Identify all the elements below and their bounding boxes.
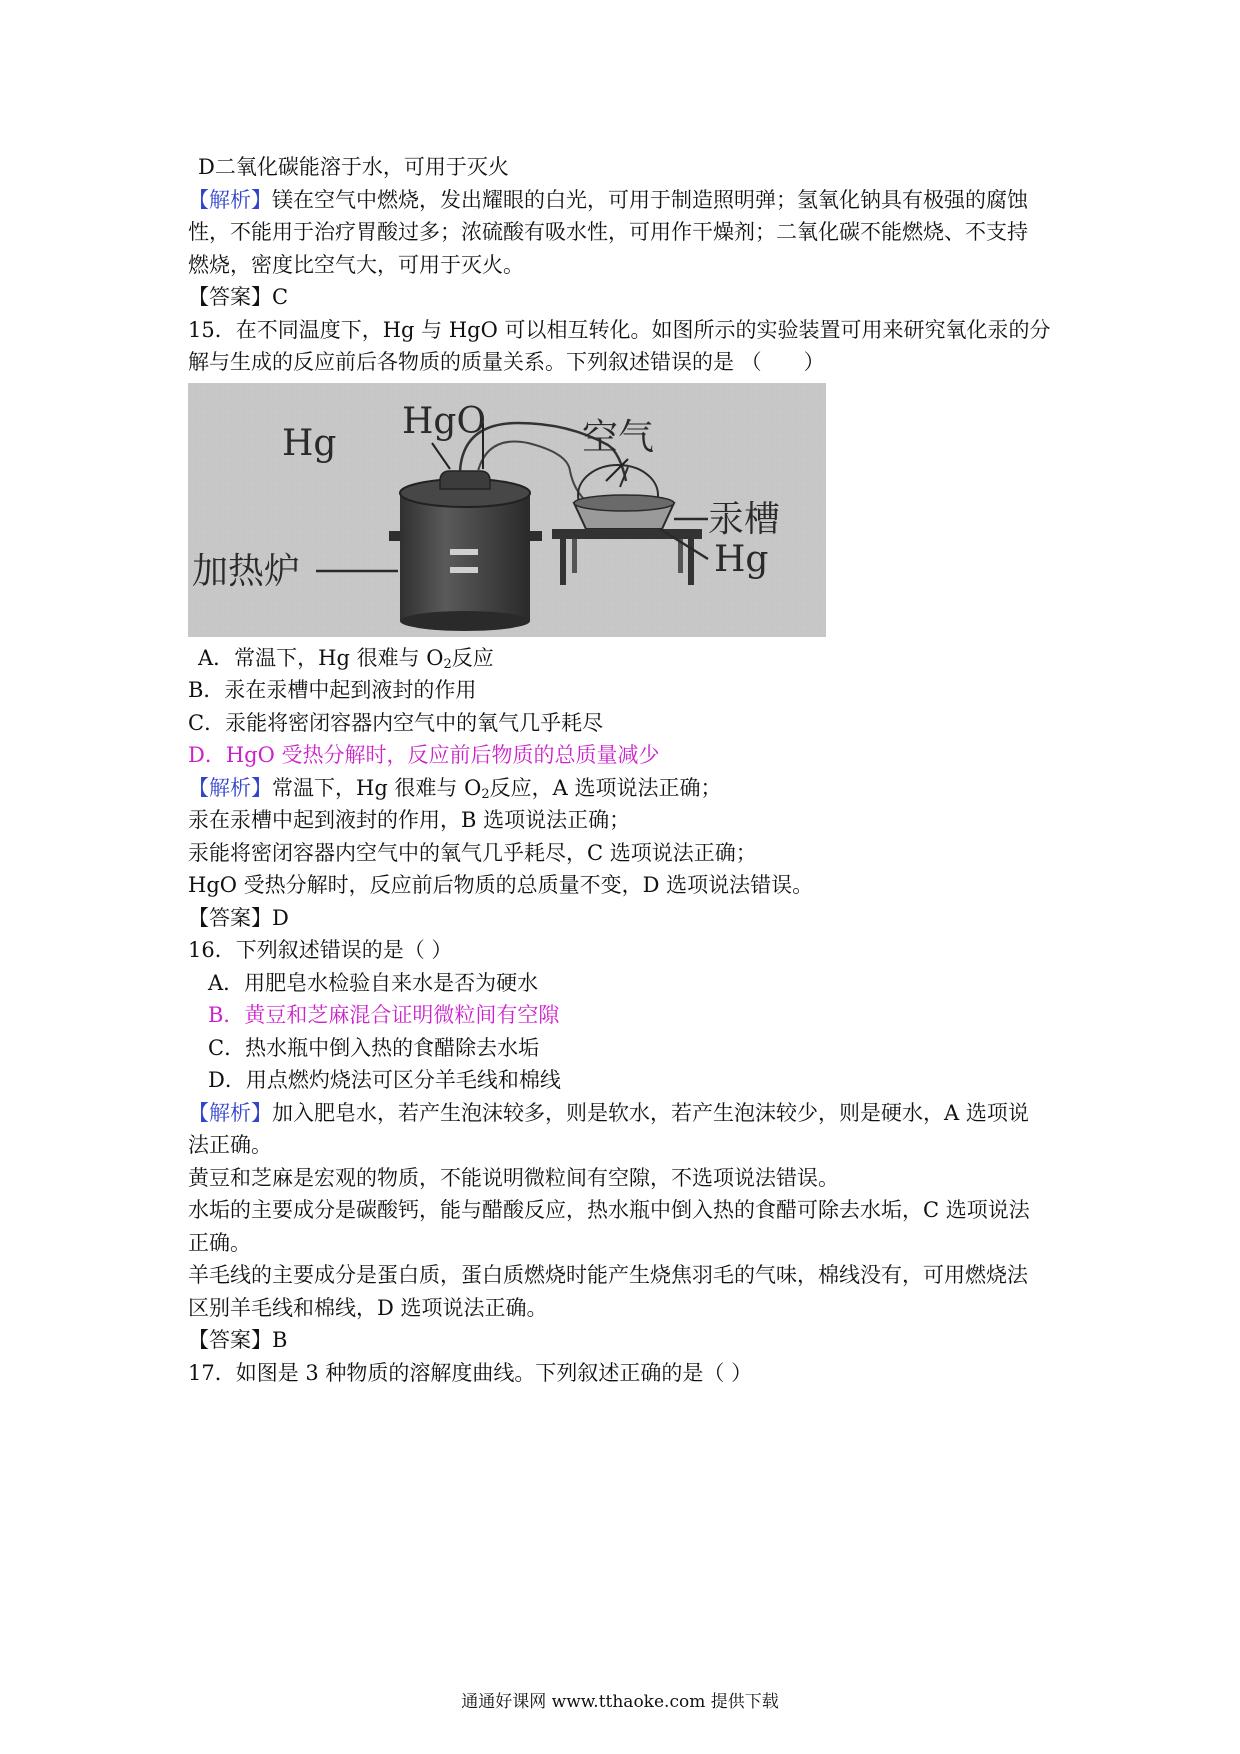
analysis-text-end: 反应，A 选项说法正确；: [489, 776, 722, 800]
analysis-tag: 【解析】: [188, 188, 272, 212]
q14-analysis-line-3: 燃烧，密度比空气大，可用于灭火。: [188, 253, 524, 277]
label-mercury-trough: 汞槽: [708, 499, 781, 540]
analysis-text: 加入肥皂水，若产生泡沫较多，则是软水，若产生泡沫较少，则是硬水，A 选项说: [272, 1101, 1029, 1125]
page-footer: 通通好课网 www.tthaoke.com 提供下载: [461, 1692, 779, 1712]
q16-option-a: A．用肥皂水检验自来水是否为硬水: [208, 971, 539, 995]
label-hg-left: Hg: [282, 423, 337, 464]
q15-stem-line-1: 15．在不同温度下，Hg 与 HgO 可以相互转化。如图所示的实验装置可用来研究氧化汞的分: [188, 318, 1051, 342]
q15-analysis-line-3: 汞能将密闭容器内空气中的氧气几乎耗尽，C 选项说法正确；: [188, 841, 757, 865]
q14-answer: 【答案】C: [188, 285, 289, 309]
q16-analysis-line-6: 羊毛线的主要成分是蛋白质，蛋白质燃烧时能产生烧焦羽毛的气味，棉线没有，可用燃烧法: [188, 1263, 1028, 1287]
q15-option-b: B．汞在汞槽中起到液封的作用: [188, 678, 477, 702]
q14-analysis-line-1: [188, 184, 1028, 216]
q15-analysis-line-4: HgO 受热分解时，反应前后物质的总质量不变，D 选项说法错误。: [188, 873, 814, 897]
q16-analysis-line-1: [188, 1097, 1029, 1129]
analysis-tag: 【解析】: [188, 1101, 272, 1125]
label-hg-right: Hg: [714, 539, 769, 580]
q15-analysis-line-2: 汞在汞槽中起到液封的作用，B 选项说法正确；: [188, 808, 631, 832]
q17-stem: 17．如图是 3 种物质的溶解度曲线。下列叙述正确的是（ ）: [188, 1361, 753, 1385]
q16-analysis-line-3: 黄豆和芝麻是宏观的物质，不能说明微粒间有空隙，不选项说法错误。: [188, 1166, 839, 1190]
q16-stem: 16．下列叙述错误的是（ ）: [188, 938, 453, 962]
q16-analysis-line-2: 法正确。: [188, 1133, 272, 1157]
q16-option-d: D．用点燃灼烧法可区分羊毛线和棉线: [208, 1068, 561, 1092]
option-a-text-end: 反应: [451, 646, 494, 670]
q15-answer: 【答案】D: [188, 906, 289, 930]
subscript-2: 2: [443, 657, 452, 672]
q15-stem-line-2: 解与生成的反应前后各物质的质量关系。下列叙述错误的是 （ ）: [188, 350, 825, 374]
q16-option-b-highlighted: B．黄豆和芝麻混合证明微粒间有空隙: [208, 1003, 560, 1027]
subscript-2: 2: [481, 787, 490, 802]
q14-option-d: D二氧化碳能溶于水，可用于灭火: [198, 155, 509, 179]
analysis-text: 镁在空气中燃烧，发出耀眼的白光，可用于制造照明弹；氢氧化钠具有极强的腐蚀: [272, 188, 1028, 212]
q16-option-c: C．热水瓶中倒入热的食醋除去水垢: [208, 1036, 540, 1060]
q15-option-d-highlighted: D．HgO 受热分解时，反应前后物质的总质量减少: [188, 743, 660, 767]
q16-analysis-line-7: 区别羊毛线和棉线，D 选项说法正确。: [188, 1296, 548, 1320]
q16-analysis-line-5: 正确。: [188, 1231, 251, 1255]
label-heating-furnace: 加热炉: [192, 551, 301, 592]
experiment-apparatus-figure: [188, 383, 826, 637]
q16-answer: 【答案】B: [188, 1328, 288, 1352]
q15-option-c: C．汞能将密闭容器内空气中的氧气几乎耗尽: [188, 711, 604, 735]
label-hgo: HgO: [402, 401, 486, 442]
option-a-text: A．常温下，Hg 很难与 O: [198, 646, 444, 670]
analysis-tag: 【解析】: [188, 776, 272, 800]
heating-furnace: [389, 471, 542, 631]
label-air: 空气: [582, 417, 655, 458]
q14-analysis-line-2: 性，不能用于治疗胃酸过多；浓硫酸有吸水性，可用作干燥剂；二氧化碳不能燃烧、不支持: [188, 220, 1028, 244]
analysis-text: 常温下，Hg 很难与 O: [272, 776, 482, 800]
q16-analysis-line-4: 水垢的主要成分是碳酸钙，能与醋酸反应，热水瓶中倒入热的食醋可除去水垢，C 选项说法: [188, 1198, 1030, 1222]
